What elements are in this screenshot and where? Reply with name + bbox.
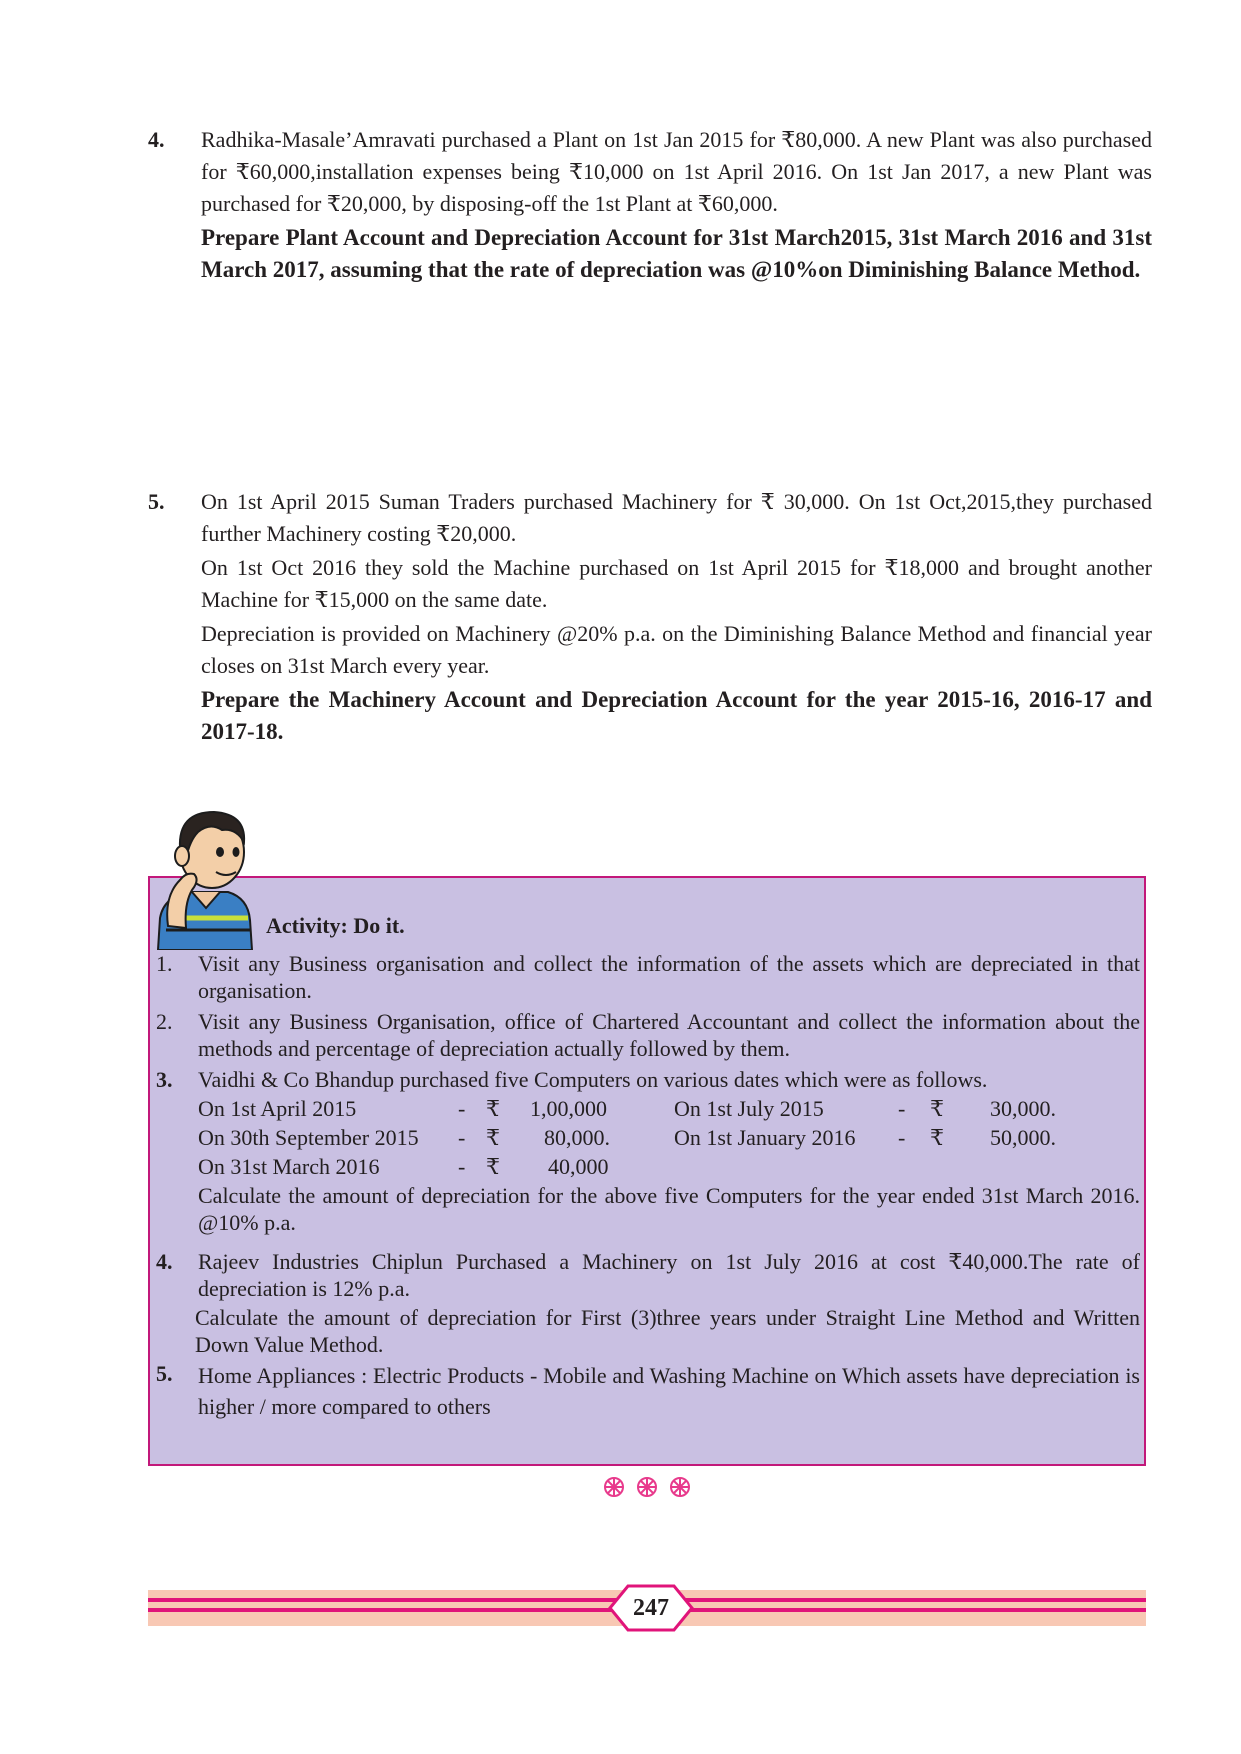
activity-item-3-calc	[156, 1182, 1140, 1236]
item-text: Visit any Business organisation and collect the information of the assets which are depreciated in that organisation.	[198, 951, 1140, 1003]
item-number: 3.	[156, 1067, 173, 1092]
activity-item-3	[156, 1066, 1140, 1093]
purchase-date: On 31st March 2016	[198, 1154, 380, 1179]
item-text: Vaidhi & Co Bhandup purchased five Computers on various dates which were as follows.	[198, 1067, 988, 1092]
rupee-symbol: ₹	[486, 1096, 500, 1121]
item-number: 1.	[156, 951, 173, 976]
question-text: On 1st April 2015 Suman Traders purchased Machinery for ₹ 30,000. On 1st Oct,2015,they purchased further Machinery costing ₹20,000.	[201, 489, 1152, 546]
item-text: Calculate the amount of depreciation for First (3)three years under Straight Line Method and Written Down Value Method.	[195, 1305, 1140, 1357]
item-number: 2.	[156, 1009, 173, 1034]
purchase-amount: 1,00,000	[530, 1096, 607, 1121]
rupee-symbol: ₹	[930, 1125, 944, 1150]
question-instruction: Prepare the Machinery Account and Depreciation Account for the year 2015-16, 2016-17 and 2017-18.	[201, 687, 1152, 744]
purchase-amount: 80,000.	[544, 1125, 610, 1150]
item-text: Visit any Business Organisation, office of Chartered Accountant and collect the information about the methods and percentage of depreciation actually followed by them.	[198, 1009, 1140, 1061]
item-text: Home Appliances : Electric Products - Mobile and Washing Machine on Which assets have depreciation is higher / more compared to others	[198, 1363, 1140, 1419]
activity-item-4	[156, 1248, 1140, 1358]
purchase-date: On 1st April 2015	[198, 1096, 357, 1121]
question-number: 5.	[148, 489, 165, 514]
dash: -	[458, 1154, 466, 1179]
purchase-amount: 50,000.	[990, 1125, 1056, 1150]
page-number: 247	[633, 1595, 669, 1621]
item-text: Calculate the amount of depreciation for the above five Computers for the year ended 31st March 2016. @10% p.a.	[198, 1183, 1140, 1235]
item-number: 4.	[156, 1249, 173, 1274]
question-5	[148, 486, 1152, 750]
activity-item-5	[156, 1360, 1140, 1422]
section-end-ornament	[600, 1474, 694, 1500]
purchase-date: On 30th September 2015	[198, 1125, 419, 1150]
question-number: 4.	[148, 127, 165, 152]
activity-item-1	[156, 950, 1140, 1004]
question-text: Depreciation is provided on Machinery @20% p.a. on the Diminishing Balance Method and financial year closes on 31st March every year.	[201, 621, 1152, 678]
activity-title: Activity: Do it.	[266, 913, 405, 938]
question-text: Radhika-Masale’Amravati purchased a Plant on 1st Jan 2015 for ₹80,000. A new Plant was also purchased for ₹60,000,installation expenses being ₹10,000 on 1st April 2016. On 1st Jan 2017, a new Plant was purchased for ₹20,000, by disposing-off the 1st Plant at ₹60,000.	[201, 127, 1152, 216]
purchase-amount: 30,000.	[990, 1096, 1056, 1121]
question-text: On 1st Oct 2016 they sold the Machine purchased on 1st April 2015 for ₹18,000 and brought another Machine for ₹15,000 on the same date.	[201, 555, 1152, 612]
activity-item-2	[156, 1008, 1140, 1062]
rupee-symbol: ₹	[930, 1096, 944, 1121]
question-instruction: Prepare Plant Account and Depreciation Account for 31st March2015, 31st March 2016 and 31st March 2017, assuming that the rate of depreciation was @10%on Diminishing Balance Method.	[201, 225, 1152, 282]
purchase-amount: 40,000	[548, 1154, 609, 1179]
rupee-symbol: ₹	[486, 1125, 500, 1150]
dash: -	[898, 1125, 906, 1150]
purchase-date: On 1st July 2015	[674, 1096, 824, 1121]
item-text: Rajeev Industries Chiplun Purchased a Machinery on 1st July 2016 at cost ₹40,000.The rate of depreciation is 12% p.a.	[198, 1249, 1140, 1301]
dash: -	[458, 1096, 466, 1121]
dash: -	[898, 1096, 906, 1121]
question-4	[148, 124, 1152, 288]
dash: -	[458, 1125, 466, 1150]
thinking-boy-illustration	[150, 800, 262, 950]
item-number: 5.	[156, 1361, 173, 1386]
purchase-date: On 1st January 2016	[674, 1125, 856, 1150]
rupee-symbol: ₹	[486, 1154, 500, 1179]
